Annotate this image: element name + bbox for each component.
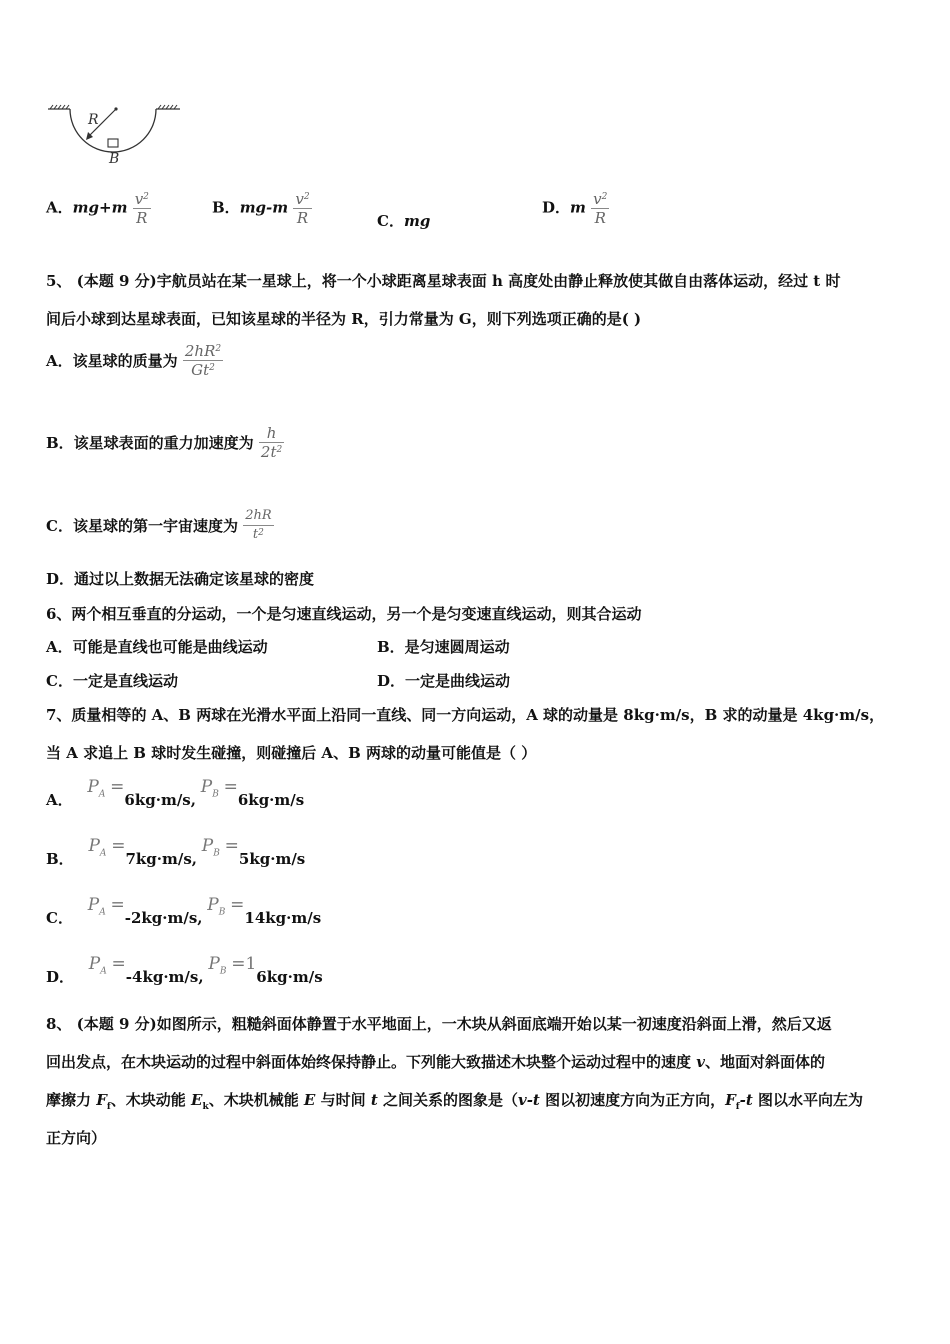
- pa-symbol: $P_A$: [87, 895, 106, 918]
- q8-stem-line4: 正方向）: [46, 1129, 107, 1147]
- q7-option-a[interactable]: A． $P_A =6kg\cdot m/s$, $P_B =6kg\cdot m/s$: [46, 777, 305, 809]
- q4-option-b[interactable]: B．mg-m $\frac{v^2}{R}$: [212, 190, 310, 227]
- q6-stem: 6、两个相互垂直的分运动，一个是匀速直线运动，另一个是匀变速直线运动，则其合运动: [46, 605, 642, 623]
- q7-stem-line2: 当 A 求追上 B 球时发生碰撞，则碰撞后 A、B 两球的动量可能值是（ ）: [46, 744, 537, 762]
- q5-option-b[interactable]: B．该星球表面的重力加速度为 $\frac{h}{2t^2}$: [46, 424, 283, 461]
- pb-symbol: $P_B$: [201, 836, 220, 859]
- q8-stem-line1: 8、 (本题 9 分)如图所示，粗糙斜面体静置于水平地面上，一木块从斜面底端开始以某一初速度沿斜面上滑，然后又返: [46, 1015, 832, 1033]
- v2-over-r-fraction: $\frac{v^2}{R}$: [295, 190, 310, 227]
- q4-option-c[interactable]: C．mg: [377, 212, 431, 230]
- pa-symbol: $P_A$: [87, 777, 106, 800]
- gravity-fraction: $\frac{h}{2t^2}$: [260, 424, 283, 461]
- pa-symbol: $P_A$: [88, 836, 107, 859]
- point-label: B: [109, 151, 120, 167]
- v2-over-r-fraction: $\frac{v^2}{R}$: [134, 190, 149, 227]
- q5-option-d[interactable]: D．通过以上数据无法确定该星球的密度: [46, 570, 315, 588]
- q7-stem-line1: 7、质量相等的 A、B 两球在光滑水平面上沿同一直线、同一方向运动，A 球的动量是 8kg·m/s，B 求的动量是 4kg·m/s，: [46, 706, 885, 724]
- q5-stem-line1: 5、 (本题 9 分)宇航员站在某一星球上，将一个小球距离星球表面 h 高度处由静止释放使其做自由落体运动，经过 t 时: [46, 272, 841, 290]
- q7-option-b[interactable]: B． $P_A =7kg\cdot m/s$, $P_B =5kg\cdot m/s$: [46, 836, 306, 868]
- pb-symbol: $P_B$: [208, 954, 227, 977]
- radius-label: R: [88, 112, 99, 128]
- q7-option-d[interactable]: D． $P_A =-4kg\cdot m/s$, $P_B =16kg\cdot m/s$: [46, 954, 323, 986]
- q6-option-d[interactable]: D．一定是曲线运动: [377, 672, 511, 690]
- q8-stem-line2: 回出发点，在木块运动的过程中斜面体始终保持静止。下列能大致描述木块整个运动过程中的速度 v、地面对斜面体的: [46, 1053, 825, 1071]
- v2-over-r-fraction: $\frac{v^2}{R}$: [593, 190, 608, 227]
- q6-option-b[interactable]: B．是匀速圆周运动: [377, 638, 510, 656]
- mass-fraction: $\frac{2hR^2}{Gt^2}$: [184, 342, 222, 379]
- q7-option-c[interactable]: C． $P_A =-2kg\cdot m/s$, $P_B =14kg\cdot m/s$: [46, 895, 322, 927]
- q5-option-a[interactable]: A．该星球的质量为 $\frac{2hR^2}{Gt^2}$: [46, 342, 222, 379]
- pb-symbol: $P_B$: [200, 777, 219, 800]
- q6-option-c[interactable]: C．一定是直线运动: [46, 672, 178, 690]
- q5-stem-line2: 间后小球到达星球表面，已知该星球的半径为 R，引力常量为 G，则下列选项正确的是( ): [46, 310, 642, 328]
- q5-option-c[interactable]: C．该星球的第一宇宙速度为 $\frac{2hR}{t^2}$: [46, 508, 272, 542]
- q4-option-a[interactable]: A．mg+m $\frac{v^2}{R}$: [46, 190, 149, 227]
- q4-option-d[interactable]: D．m $\frac{v^2}{R}$: [542, 190, 608, 227]
- q8-stem-line3: 摩擦力 $F_f$、木块动能 $E_k$、木块机械能 E 与时间 t 之间关系的图象是（v-t 图以初速度方向为正方向，$F_f-t$ 图以水平向左为: [46, 1091, 864, 1112]
- q6-option-a[interactable]: A．可能是直线也可能是曲线运动: [46, 638, 268, 656]
- track-figure: [44, 96, 184, 168]
- pa-symbol: $P_A$: [88, 954, 107, 977]
- pb-symbol: $P_B$: [207, 895, 226, 918]
- cosmic-velocity-fraction: $\frac{2hR}{t^2}$: [245, 508, 272, 542]
